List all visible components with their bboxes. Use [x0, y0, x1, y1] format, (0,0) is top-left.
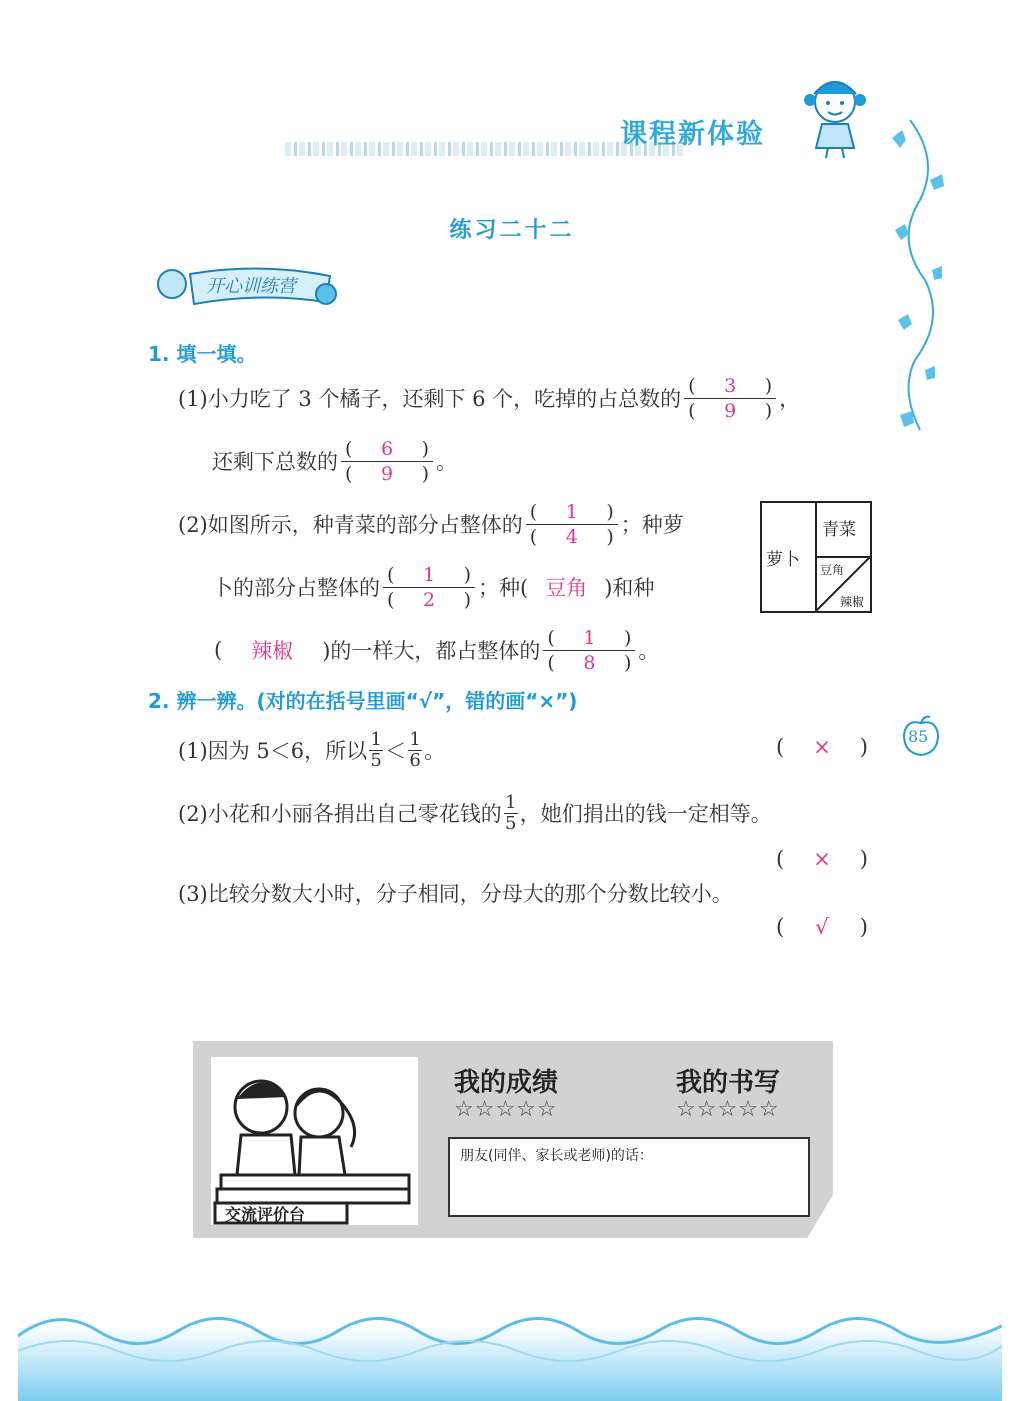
fraction-denominator: 5: [370, 749, 382, 771]
inline-fraction: [504, 793, 518, 834]
answer-parentheses: ( × ): [776, 847, 868, 871]
wave-border-icon: [18, 1296, 1002, 1401]
question-2-3: [178, 878, 733, 908]
kids-on-books-icon: [211, 1057, 418, 1225]
answer-fraction: ( 1 ) ( 2 ): [383, 563, 475, 612]
question-text: (2)小花和小丽各捐出自己零花钱的: [178, 802, 502, 826]
fraction-denominator: 4: [565, 525, 578, 548]
fraction-denominator: 9: [724, 399, 737, 422]
answer-parentheses: ( × ): [776, 735, 868, 759]
answer-mark: √: [815, 915, 829, 939]
garden-division-diagram: [760, 501, 872, 613]
fraction-numerator: 1: [409, 728, 421, 750]
vine-decoration-icon: [880, 120, 950, 440]
question-1-1-line-1: [178, 372, 800, 424]
question-text: 还剩下总数的: [212, 450, 338, 474]
fraction-numerator: 1: [505, 791, 517, 813]
inline-fraction: [408, 730, 422, 771]
answer-fraction: ( 6 ) ( 9 ): [341, 437, 433, 486]
fraction-numerator: 1: [565, 500, 578, 523]
fraction-denominator: 6: [409, 749, 421, 771]
fraction-numerator: 1: [583, 626, 596, 649]
answer-mark: ×: [813, 735, 831, 759]
answer-mark: ×: [813, 847, 831, 871]
score-label: 我的成绩: [454, 1068, 559, 1098]
diagram-label-pepper: 辣椒: [840, 595, 865, 609]
message-label: 朋友(同伴、家长或老师)的话：: [460, 1148, 653, 1164]
score-stars[interactable]: ☆☆☆☆☆: [454, 1097, 558, 1122]
question-1-1-line-2: [212, 435, 457, 487]
message-box[interactable]: [448, 1137, 810, 1217]
question-1-2-line-3: [214, 624, 659, 676]
writing-stars[interactable]: ☆☆☆☆☆: [676, 1097, 780, 1122]
cartoon-label: 交流评价台: [225, 1205, 306, 1224]
girl-mascot-icon: [800, 70, 870, 160]
question-text: ，: [779, 387, 801, 411]
happy-training-camp-badge: [150, 262, 340, 316]
fraction-denominator: 2: [422, 588, 436, 611]
inline-fraction: [369, 730, 383, 771]
question-text: )和种: [604, 576, 655, 600]
answer-fraction: ( 1 ) ( 8 ): [543, 626, 635, 675]
page-number: 85: [908, 727, 929, 746]
exercise-title: 练习二十二: [449, 218, 575, 243]
answer-fraction: ( 1 ) ( 4 ): [526, 500, 618, 549]
question-text: ；种(: [478, 576, 529, 600]
question-text: (2)如图所示，种青菜的部分占整体的: [178, 513, 523, 537]
question-2-2: [178, 790, 772, 836]
question-text: 卜的部分占整体的: [212, 576, 380, 600]
question-1-2-line-2: [212, 561, 654, 613]
less-than-sign: ＜: [385, 739, 407, 763]
section-1-heading: 1. 填一填。: [148, 342, 257, 366]
question-text: ，她们捐出的钱一定相等。: [519, 802, 772, 826]
question-text: )的一样大，都占整体的: [322, 639, 541, 663]
question-text: ；种萝: [620, 513, 684, 537]
brand-title: 课程新体验: [620, 119, 765, 150]
answer-parentheses: ( √ ): [776, 915, 868, 939]
diagram-label-radish: 萝卜: [766, 550, 800, 570]
fraction-numerator: 3: [724, 374, 737, 397]
question-text: 。: [436, 450, 457, 474]
question-text: (1)因为 5＜6，所以: [178, 739, 368, 763]
question-text: (3)比较分数大小时，分子相同，分母大的那个分数比较小。: [178, 882, 733, 906]
question-2-1: [178, 727, 445, 773]
section-2-heading: 2. 辨一辨。(对的在括号里画“√”，错的画“×”): [148, 689, 578, 713]
fraction-numerator: 6: [380, 437, 394, 460]
cartoon-area: [211, 1057, 418, 1225]
question-text: 。: [424, 739, 446, 763]
writing-label: 我的书写: [676, 1068, 781, 1098]
diagram-label-beans: 豆角: [820, 563, 845, 577]
question-text: 。: [638, 639, 660, 663]
fraction-numerator: 1: [422, 563, 436, 586]
fraction-numerator: 1: [370, 728, 382, 750]
fraction-denominator: 8: [583, 651, 596, 674]
badge-label: 开心训练营: [206, 276, 296, 297]
question-1-2-line-1: [178, 498, 684, 550]
blank-answer: 辣椒: [251, 639, 294, 663]
answer-fraction: ( 3 ) ( 9 ): [684, 374, 776, 423]
blank-answer: 豆角: [545, 576, 588, 600]
fraction-denominator: 5: [505, 812, 517, 834]
question-text: (: [214, 638, 223, 662]
fraction-denominator: 9: [380, 462, 394, 485]
page-number-badge: [900, 715, 942, 757]
diagram-label-greens: 青菜: [822, 520, 856, 540]
question-text: (1)小力吃了 3 个橘子，还剩下 6 个，吃掉的占总数的: [178, 387, 682, 411]
